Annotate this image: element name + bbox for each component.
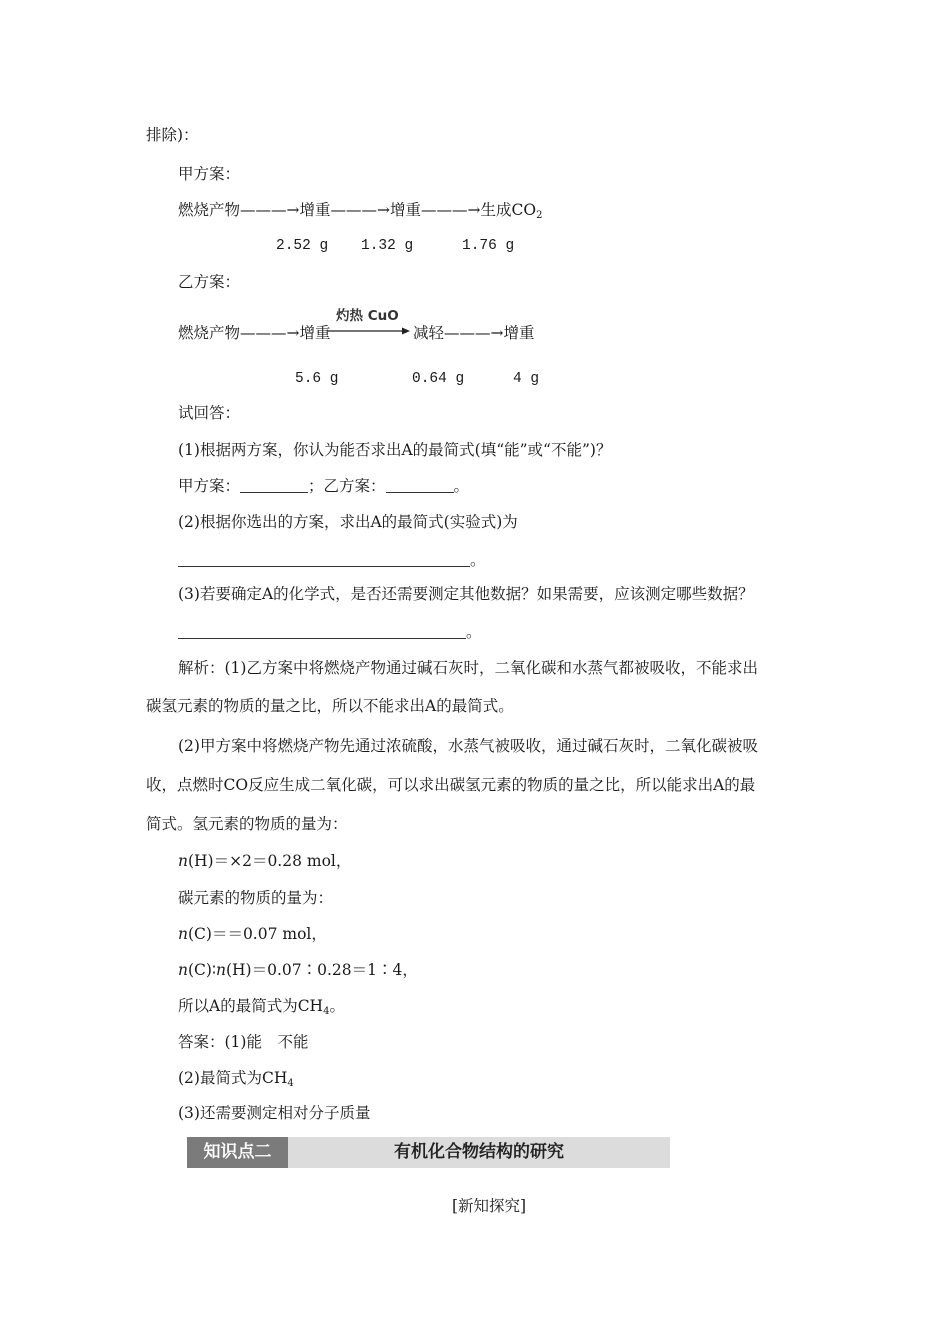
question-2: (2)根据你选出的方案，求出A的最简式(实验式)为	[178, 513, 518, 531]
q1-plan-b-blank[interactable]	[386, 478, 454, 493]
answer-2-sub: 4	[287, 1078, 294, 1089]
analysis-1-line-1: 解析：(1)乙方案中将燃烧产物通过碱石灰时，二氧化碳和水蒸气都被吸收，不能求出	[178, 659, 758, 677]
eq1-n: n	[178, 852, 188, 870]
plan-b-step3: 增重	[503, 324, 535, 342]
plan-b-flow-right	[413, 323, 535, 343]
analysis-1-line-2: 碳氢元素的物质的量之比，所以不能求出A的最简式。	[146, 697, 514, 715]
plan-a-value-3: 1.76 g	[462, 238, 515, 254]
plan-a-step2: 增重	[390, 201, 422, 219]
reaction-arrow-icon	[328, 326, 410, 336]
plan-a-arrow-2: ———→	[330, 201, 391, 219]
carbon-amount-label: 碳元素的物质的量为：	[178, 889, 334, 907]
plan-b-flow-left	[178, 323, 331, 343]
banner-tag: 知识点二	[187, 1137, 288, 1168]
banner-title: 有机化合物结构的研究	[394, 1142, 564, 1162]
plan-a-step1: 增重	[299, 201, 331, 219]
plan-b-value-1: 5.6 g	[295, 371, 339, 387]
question-1-answer-line	[178, 476, 469, 496]
q1-separator: ；乙方案：	[308, 477, 386, 495]
eq3-a: (C)∶	[187, 961, 216, 979]
plan-a-start: 燃烧产物	[178, 201, 241, 219]
plan-b-condition-label: 灼热 CuO	[336, 308, 399, 324]
plan-a-arrow-1: ———→	[240, 201, 300, 219]
eq3-b: (H)＝0.07∶0.28＝1∶4，	[225, 961, 418, 979]
equation-h	[178, 851, 351, 871]
plan-b-arrow-2: ———→	[444, 324, 504, 342]
conclusion-text: 所以A的最简式为CH	[178, 997, 324, 1015]
equation-c	[178, 924, 327, 944]
conclusion-end: 。	[329, 997, 345, 1015]
eq2-body: (C)＝＝0.07 mol，	[187, 925, 327, 943]
q1-plan-a-blank[interactable]	[240, 478, 308, 493]
question-3: (3)若要确定A的化学式，是否还需要测定其他数据？如果需要，应该测定哪些数据？	[178, 585, 754, 603]
answer-2	[178, 1068, 294, 1094]
q2-end: 。	[470, 551, 486, 569]
answer-1: 答案：(1)能 不能	[178, 1033, 309, 1051]
analysis-2-line-1: (2)甲方案中将燃烧产物先通过浓硫酸，水蒸气被吸收，通过碱石灰时，二氧化碳被吸	[178, 737, 758, 755]
q1-plan-a-label: 甲方案：	[178, 477, 241, 495]
plan-a-arrow-3: ———→	[421, 201, 481, 219]
answer-2-text: (2)最简式为CH	[178, 1069, 288, 1087]
plan-b-arrow-1: ———→	[240, 324, 300, 342]
q1-end: 。	[453, 477, 470, 495]
eq2-n: n	[178, 925, 188, 943]
plan-b-label: 乙方案：	[178, 273, 241, 291]
conclusion	[178, 996, 345, 1022]
analysis-2-line-3: 简式。氢元素的物质的量为：	[146, 815, 348, 833]
question-intro: 试回答：	[178, 404, 241, 422]
eq1-body: (H)＝×2＝0.28 mol，	[187, 852, 352, 870]
plan-b-value-2: 0.64 g	[412, 371, 465, 387]
text-line-exclude: 排除)：	[146, 126, 199, 144]
plan-b-step1: 增重	[299, 324, 331, 342]
plan-a-value-2: 1.32 g	[361, 238, 414, 254]
q3-end: 。	[466, 623, 482, 641]
q3-blank[interactable]	[178, 624, 466, 639]
plan-a-label: 甲方案：	[178, 165, 241, 183]
eq3-n2: n	[215, 961, 226, 979]
question-2-answer-line	[178, 550, 486, 570]
plan-b-value-3: 4 g	[513, 371, 540, 387]
eq3-n1: n	[178, 961, 188, 979]
answer-3: (3)还需要测定相对分子质量	[178, 1104, 371, 1122]
plan-b-step2: 减轻	[413, 324, 445, 342]
question-3-answer-line	[178, 622, 482, 642]
conclusion-sub: 4	[323, 1006, 330, 1017]
plan-a-flow	[178, 200, 543, 226]
section-heading: [新知探究]	[452, 1197, 527, 1215]
q2-blank[interactable]	[178, 552, 470, 567]
plan-a-value-1: 2.52 g	[276, 238, 329, 254]
plan-b-start: 燃烧产物	[178, 324, 241, 342]
plan-a-end: 生成CO	[480, 201, 537, 219]
equation-ratio	[178, 960, 418, 980]
plan-a-end-sub: 2	[536, 210, 543, 221]
question-1: (1)根据两方案，你认为能否求出A的最简式(填“能”或“不能”)？	[178, 441, 612, 459]
analysis-2-line-2: 收，点燃时CO反应生成二氧化碳，可以求出碳氢元素的物质的量之比，所以能求出A的最	[146, 776, 756, 794]
knowledge-point-banner	[187, 1137, 670, 1168]
plan-b-condition-arrow	[328, 304, 410, 344]
